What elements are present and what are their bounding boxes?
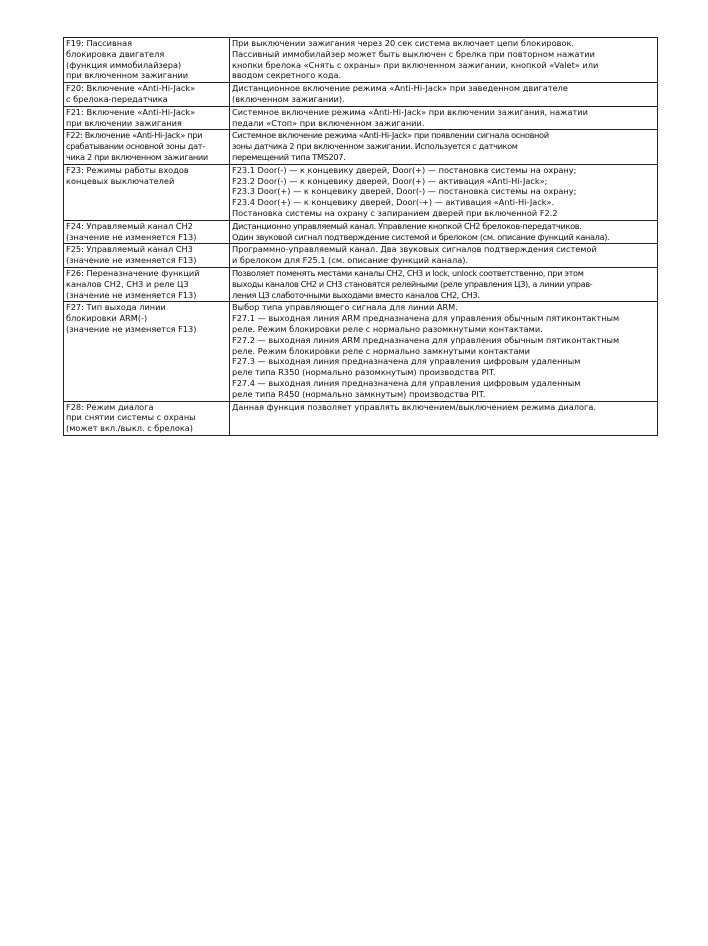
function-name-line: блокировка двигателя <box>66 48 165 59</box>
table-row <box>64 302 658 401</box>
function-description-line: Пассивный иммобилайзер может быть выключен с брелка при повторном нажатии <box>232 48 595 59</box>
function-name-line: (может вкл./выкл. с брелока) <box>66 423 193 434</box>
function-description-line: Выбор типа управляющего сигнала для линии ARM. <box>232 302 458 313</box>
function-description-line: перемещений типа TMS207. <box>232 151 346 162</box>
function-name-line: F22: Включение «Anti-Hi-Jack» при <box>66 130 203 141</box>
function-name-cell <box>64 83 230 107</box>
function-name-line: концевых выключателей <box>66 175 175 186</box>
function-name-line: (значение не изменяется F13) <box>66 255 197 266</box>
table-row <box>64 164 658 220</box>
function-description-cell <box>230 106 658 130</box>
function-name-line: с брелока-передатчика <box>66 93 168 104</box>
function-name-line: каналов CH2, CH3 и реле ЦЗ <box>66 278 189 289</box>
function-name-line: (значение не изменяется F13) <box>66 289 197 300</box>
function-description-line: кнопки брелока «Снять с охраны» при включенном зажигании, кнопкой «Valet» или <box>232 59 599 70</box>
function-description-line: вводом секретного кода. <box>232 70 342 81</box>
function-name-line: F19: Пассивная <box>66 38 133 48</box>
function-description-line: Постановка системы на охрану с запиранием дверей при включенной F2.2 <box>232 207 558 218</box>
function-description-line: При выключении зажигания через 20 сек система включает цепи блокировок. <box>232 38 574 48</box>
function-description-cell <box>230 38 658 83</box>
function-description-line: F27.2 — выходная линия ARM предназначена для управления обычным пятиконтактным <box>232 334 620 345</box>
table-row <box>64 220 658 244</box>
function-description-line: F27.3 — выходная линия предназначена для управления цифровым удаленным <box>232 356 581 367</box>
function-description-line: реле типа R450 (нормально замкнутым) производства PIT. <box>232 388 486 399</box>
function-description-line: Позволяет поменять местами каналы CH2, CH3 и lock, unlock соответственно, при этом <box>232 267 584 278</box>
table-row <box>64 244 658 268</box>
function-description-cell <box>230 401 658 435</box>
function-name-line: срабатывании основной зоны дат- <box>66 141 205 152</box>
function-name-line: (функция иммобилайзера) <box>66 59 182 70</box>
function-description-cell <box>230 244 658 268</box>
function-description-line: ления ЦЗ слаботочными выходами вместо каналов CH2, CH3. <box>232 289 480 300</box>
table-row <box>64 401 658 435</box>
function-description-line: Системное включение режима «Anti-Hi-Jack» при включении зажигания, нажатии <box>232 106 588 117</box>
function-name-cell <box>64 302 230 401</box>
function-name-cell <box>64 220 230 244</box>
function-description-line: Один звуковой сигнал подтверждение системой и брелоком (см. описание функций канала). <box>232 231 610 242</box>
function-name-line: блокировки ARM(-) <box>66 313 148 324</box>
function-description-cell <box>230 220 658 244</box>
table-row <box>64 83 658 107</box>
function-name-line: F20: Включение «Anti-Hi-Jack» <box>66 83 196 94</box>
function-description-cell <box>230 130 658 164</box>
function-description-line: Дистанционно управляемый канал. Управление кнопкой CH2 брелоков-передатчиков. <box>232 220 582 231</box>
function-description-line: F27.1 — выходная линия ARM предназначена для управления обычным пятиконтактным <box>232 313 620 324</box>
functions-table <box>63 37 658 436</box>
function-name-cell <box>64 38 230 83</box>
function-name-line: чика 2 при включенном зажигании <box>66 151 208 162</box>
function-description-line: Данная функция позволяет управлять включением/выключением режима диалога. <box>232 401 596 412</box>
function-name-cell <box>64 244 230 268</box>
function-description-cell <box>230 83 658 107</box>
function-name-line: F21: Включение «Anti-Hi-Jack» <box>66 106 196 117</box>
function-name-line: при включенном зажигании <box>66 70 189 81</box>
function-name-line: F25: Управляемый канал CH3 <box>66 244 193 255</box>
function-description-cell <box>230 164 658 220</box>
function-name-cell <box>64 401 230 435</box>
function-description-cell <box>230 267 658 301</box>
function-name-cell <box>64 130 230 164</box>
functions-table-body <box>64 38 658 436</box>
function-name-line: при включении зажигания <box>66 117 182 128</box>
function-name-line: F24: Управляемый канал CH2 <box>66 220 193 231</box>
function-description-line: педали «Стоп» при включенном зажигании. <box>232 117 425 128</box>
function-name-line: F27: Тип выхода линии <box>66 302 166 313</box>
function-name-line: F26: Переназначение функций <box>66 267 200 278</box>
function-description-line: F23.1 Door(-) — к концевику дверей, Door(+) — постановка системы на охрану; <box>232 164 577 175</box>
function-description-line: реле типа R350 (нормально разомкнутым) производства PIT. <box>232 367 496 378</box>
table-row <box>64 106 658 130</box>
function-name-cell <box>64 106 230 130</box>
table-row <box>64 267 658 301</box>
function-name-cell <box>64 164 230 220</box>
function-description-line: (включенном зажигании). <box>232 93 345 104</box>
table-row <box>64 38 658 83</box>
function-name-line: (значение не изменяется F13) <box>66 323 197 334</box>
function-name-line: при снятии системы с охраны <box>66 412 196 423</box>
function-description-cell <box>230 302 658 401</box>
function-name-cell <box>64 267 230 301</box>
function-name-line: F28: Режим диалога <box>66 401 154 412</box>
function-name-line: F23: Режимы работы входов <box>66 164 189 175</box>
function-description-line: Системное включение режима «Anti-Hi-Jack» при появлении сигнала основной <box>232 130 549 141</box>
function-description-line: и брелоком для F25.1 (см. описание функций канала). <box>232 255 469 266</box>
function-description-line: F23.4 Door(+) — к концевику дверей, Door(-+) — активация «Anti-Hi-Jack». <box>232 197 555 208</box>
function-name-line: (значение не изменяется F13) <box>66 231 197 242</box>
function-description-line: F27.4 — выходная линия предназначена для управления цифровым удаленным <box>232 377 581 388</box>
function-description-line: Программно-управляемый канал. Два звуковых сигналов подтверждения системой <box>232 244 597 255</box>
function-description-line: зоны датчика 2 при включенном зажигании. Используется с датчиком <box>232 141 518 152</box>
function-description-line: выходы каналов CH2 и CH3 становятся релейными (реле управления ЦЗ), а линии управ- <box>232 278 593 289</box>
function-description-line: реле. Режим блокировки реле с нормально разомкнутыми контактами. <box>232 323 543 334</box>
table-row <box>64 130 658 164</box>
function-description-line: F23.2 Door(-) — к концевику дверей, Door(+) — активация «Anti-Hi-Jack»; <box>232 175 548 186</box>
function-description-line: реле. Режим блокировки реле с нормально замкнутыми контактами <box>232 345 530 356</box>
function-description-line: Дистанционное включение режима «Anti-Hi-Jack» при заведенном двигателе <box>232 83 568 94</box>
function-description-line: F23.3 Door(+) — к концевику дверей, Door(-) — постановка системы на охрану; <box>232 186 577 197</box>
